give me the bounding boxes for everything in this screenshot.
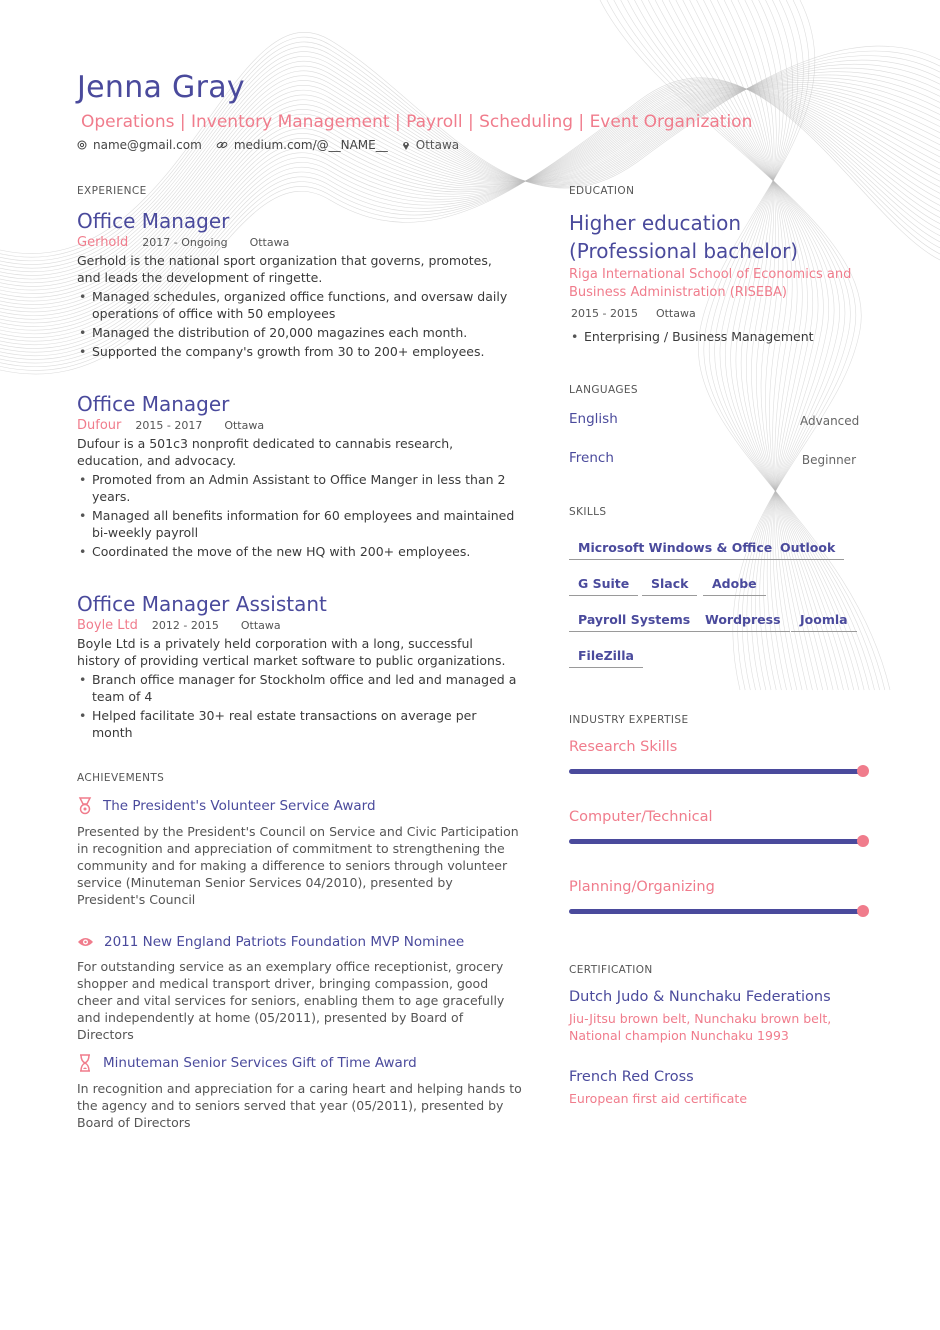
contact-bar <box>77 138 473 152</box>
job-title: Office Manager <box>77 392 230 416</box>
skill-tag: Joomla <box>791 612 857 632</box>
language-name: English <box>569 411 618 427</box>
job-description: Boyle Ltd is a privately held corporation with a long, successful history of providing vertical market software to public organizations. <box>77 636 506 668</box>
job-location: Ottawa <box>240 619 281 632</box>
education-dates: 2015 - 2015 <box>571 307 638 320</box>
education-degree: Higher education (Professional bachelor) <box>569 211 799 263</box>
job-bullet: • Coordinated the move of the new HQ with 200+ employees. <box>77 543 517 560</box>
job-bullet: • Helped facilitate 30+ real estate transactions on average per month <box>77 707 517 741</box>
location-pin-icon <box>402 140 410 151</box>
skills-section-title: SKILLS <box>569 506 607 518</box>
achievement-description: Presented by the President's Council on Service and Civic Participation in recognition and appreciation of commitment to strengthening the community and for making a difference to seniors through volunteer service (Minuteman Senior Services 04/2010), presented by President's Council <box>77 824 519 907</box>
link-icon <box>216 140 228 150</box>
job-bullet: • Managed schedules, organized office functions, and oversaw daily operations of office with 50 employees <box>77 288 517 322</box>
achievement-entry <box>77 797 522 908</box>
certification-title: French Red Cross <box>569 1069 694 1085</box>
education-section-title: EDUCATION <box>569 185 635 197</box>
job-bullet: • Branch office manager for Stockholm office and led and managed a team of 4 <box>77 671 517 705</box>
headline: Operations | Inventory Management | Payroll | Scheduling | Event Organization <box>81 112 753 132</box>
job-description: Dufour is a 501c3 nonprofit dedicated to cannabis research, education, and advocacy. <box>77 436 454 468</box>
expertise-knob <box>857 905 869 917</box>
industry-expertise-section-title: INDUSTRY EXPERTISE <box>569 714 689 726</box>
skill-tag: G Suite <box>569 576 638 596</box>
job-location: Ottawa <box>249 236 290 249</box>
job-meta <box>77 418 517 433</box>
at-icon <box>77 140 87 150</box>
skill-tag: Payroll Systems <box>569 612 699 632</box>
education-location: Ottawa <box>655 307 696 320</box>
candidate-name: Jenna Gray <box>77 70 245 105</box>
job-dates: 2015 - 2017 <box>135 419 203 432</box>
job-entry <box>77 209 517 362</box>
education-school: Riga International School of Economics and Business Administration (RISEBA) <box>569 267 852 300</box>
job-bullet: • Managed the distribution of 20,000 magazines each month. <box>77 324 517 341</box>
achievement-title-row <box>77 934 522 950</box>
education-meta <box>571 307 696 320</box>
job-bullet: • Managed all benefits information for 60 employees and maintained bi-weekly payroll <box>77 507 517 541</box>
expertise-bar <box>569 909 863 914</box>
skill-tag: Adobe <box>703 576 766 596</box>
job-title: Office Manager <box>77 209 230 233</box>
language-level: Beginner <box>801 453 856 467</box>
education-bullets <box>569 328 869 347</box>
expertise-knob <box>857 835 869 847</box>
expertise-label: Research Skills <box>569 739 678 755</box>
job-dates: 2017 - Ongoing <box>142 236 228 249</box>
certification-description: European first aid certificate <box>569 1091 748 1106</box>
skill-tag: Wordpress <box>696 612 790 632</box>
skill-tag: FileZilla <box>569 648 643 668</box>
job-bullets <box>77 288 517 360</box>
certification-title: Dutch Judo & Nunchaku Federations <box>569 989 831 1005</box>
achievement-entry <box>77 934 522 1043</box>
job-meta <box>77 618 517 633</box>
job-title: Office Manager Assistant <box>77 592 327 616</box>
achievement-title-row <box>77 797 522 815</box>
skill-tag: Outlook <box>771 540 844 560</box>
job-bullets <box>77 471 517 560</box>
job-dates: 2012 - 2015 <box>151 619 219 632</box>
expertise-label: Planning/Organizing <box>569 879 715 895</box>
achievement-title: Minuteman Senior Services Gift of Time Award <box>103 1055 417 1071</box>
job-company: Boyle Ltd <box>77 618 138 633</box>
eye-icon <box>77 936 94 948</box>
hourglass-icon <box>77 1054 93 1072</box>
job-bullets <box>77 671 517 741</box>
achievement-description: For outstanding service as an exemplary office receptionist, grocery shopper and medical transport driver, bringing compassion, good cheer and vital services for seniors, enabling them to age gracefully and independently at home (05/2011), presented by Board of Directors <box>77 959 505 1042</box>
achievement-title: The President's Volunteer Service Award <box>103 798 376 814</box>
expertise-bar <box>569 769 863 774</box>
job-entry <box>77 592 517 743</box>
location-text: Ottawa <box>415 138 460 152</box>
achievement-entry <box>77 1054 522 1131</box>
achievement-description: In recognition and appreciation for a caring heart and helping hands to the agency and to seniors served that year (05/2011), presented by Board of Directors <box>77 1081 522 1130</box>
job-bullet: • Promoted from an Admin Assistant to Office Manger in less than 2 years. <box>77 471 517 505</box>
education-bullet: • Enterprising / Business Management <box>569 328 869 345</box>
job-description: Gerhold is the national sport organization that governs, promotes, and leads the development of ringette. <box>77 253 492 285</box>
achievement-title: 2011 New England Patriots Foundation MVP Nominee <box>104 934 465 950</box>
language-name: French <box>569 450 614 466</box>
achievement-title-row <box>77 1054 522 1072</box>
languages-section-title: LANGUAGES <box>569 384 638 396</box>
link-item[interactable] <box>216 138 388 152</box>
job-company: Dufour <box>77 418 122 433</box>
email-text: name@gmail.com <box>93 138 202 152</box>
expertise-knob <box>857 765 869 777</box>
medal-icon <box>77 797 93 815</box>
expertise-label: Computer/Technical <box>569 809 713 825</box>
language-level: Advanced <box>800 414 860 428</box>
job-entry <box>77 392 517 562</box>
job-company: Gerhold <box>77 235 129 250</box>
skill-tag: Slack <box>642 576 697 596</box>
skill-tag: Microsoft Windows & Office <box>569 540 781 560</box>
job-bullet: • Supported the company's growth from 30 to 200+ employees. <box>77 343 517 360</box>
certification-section-title: CERTIFICATION <box>569 964 653 976</box>
email-item[interactable] <box>77 138 202 152</box>
achievements-section-title: ACHIEVEMENTS <box>77 772 165 784</box>
certification-description: Jiu-Jitsu brown belt, Nunchaku brown belt, National champion Nunchaku 1993 <box>569 1011 832 1043</box>
expertise-bar <box>569 839 863 844</box>
link-text: medium.com/@__NAME__ <box>233 138 388 152</box>
job-location: Ottawa <box>224 419 265 432</box>
job-meta <box>77 235 517 250</box>
experience-section-title: EXPERIENCE <box>77 185 147 197</box>
location-item <box>402 138 459 152</box>
